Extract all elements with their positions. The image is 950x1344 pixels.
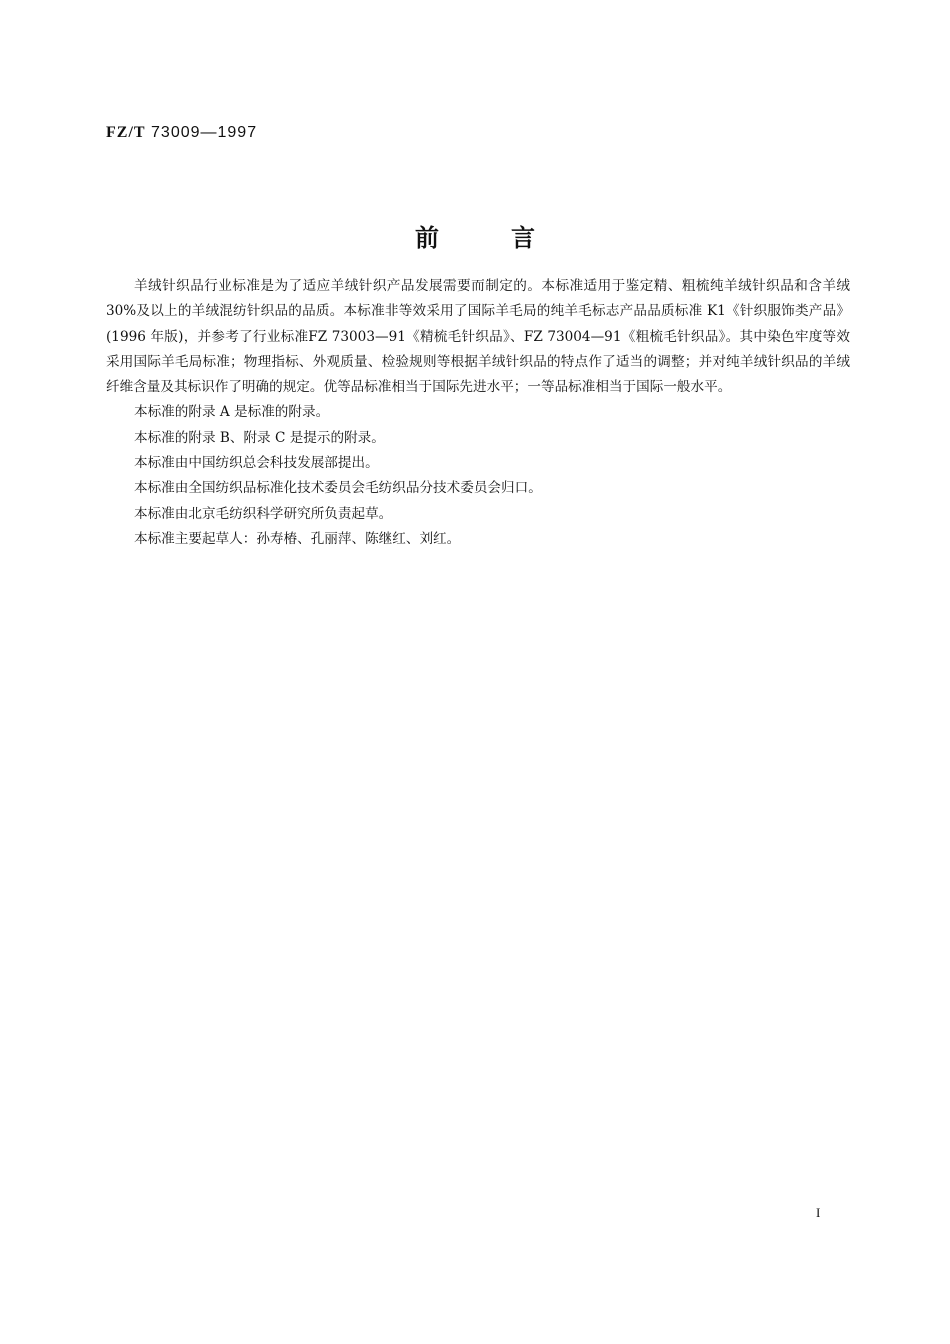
paragraph-committee: 本标准由全国纺织品标准化技术委员会毛纺织品分技术委员会归口。	[134, 480, 542, 497]
paragraph-intro: 羊绒针织品行业标准是为了适应羊绒针织产品发展需要而制定的。本标准适用于鉴定精、粗梳纯羊绒针织品和含羊绒30%及以上的羊绒混纺针织品的品质。本标准非等效采用了国际羊毛局的纯羊毛标志产品品质标准 K1《针织服饰类产品》(1996 年版)，并参考了行业标准FZ 73003—91《精梳毛针织品》、FZ 73004—91《粗梳毛针织品》。其中染色牢度等效采用国际羊毛局标准；物理指标、外观质量、检验规则等根据羊绒针织品的特点作了适当的调整；并对纯羊绒针织品的羊绒纤维含量及其标识作了明确的规定。优等品标准相当于国际先进水平；一等品标准相当于国际一般水平。	[106, 278, 850, 396]
paragraph-drafting-unit: 本标准由北京毛纺织科学研究所负责起草。	[134, 505, 393, 522]
paragraph-appendix-a: 本标准的附录 A 是标准的附录。	[134, 404, 330, 421]
paragraph-proposer: 本标准由中国纺织总会科技发展部提出。	[134, 455, 379, 472]
standard-code-prefix: FZ/T	[106, 124, 146, 141]
page-title: 前言	[415, 223, 607, 252]
foreword-body	[106, 274, 850, 552]
standard-code-number: 73009—1997	[151, 124, 258, 141]
paragraph-appendix-bc: 本标准的附录 B、附录 C 是提示的附录。	[134, 429, 385, 446]
paragraph-drafters: 本标准主要起草人：孙寿椿、孔丽萍、陈继红、刘红。	[134, 530, 461, 547]
page-number: I	[816, 1205, 821, 1220]
standard-code	[106, 124, 257, 142]
